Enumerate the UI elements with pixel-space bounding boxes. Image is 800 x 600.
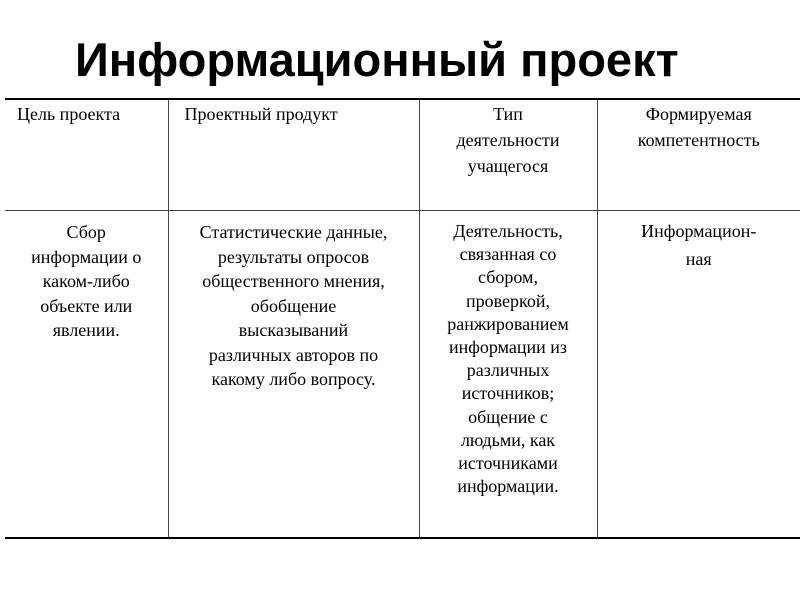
- project-table: [5, 98, 800, 539]
- cell-activity: [419, 211, 597, 539]
- cell-competence: [597, 211, 800, 539]
- header-cell-activity: [419, 99, 597, 211]
- table-row: [5, 211, 800, 539]
- slide-title: Информационный проект: [75, 33, 679, 86]
- header-goal-label: Цель проекта: [17, 104, 121, 124]
- header-cell-competence: [597, 99, 800, 211]
- table-header-row: [5, 99, 800, 211]
- cell-competence-text: Информацион- ная: [641, 221, 757, 269]
- header-competence-label: Формируемая компетентность: [637, 104, 760, 150]
- cell-goal: [5, 211, 168, 539]
- cell-goal-text: Сбор информации о каком-либо объекте или явлении.: [31, 222, 142, 340]
- header-product-label: Проектный продукт: [184, 104, 338, 124]
- header-cell-goal: [5, 99, 168, 211]
- cell-product-text: Статистические данные, результаты опросов общественного мнения, обобщение высказываний различных авторов по какому либо вопросу.: [199, 222, 388, 389]
- cell-activity-text: Деятельность, связанная со сбором, проверкой, ранжированием информации из различных источников; общение с людьми, как источниками информации.: [447, 221, 569, 497]
- header-activity-label: Тип деятельности учащегося: [456, 104, 560, 176]
- cell-product: [168, 211, 419, 539]
- header-cell-product: [168, 99, 419, 211]
